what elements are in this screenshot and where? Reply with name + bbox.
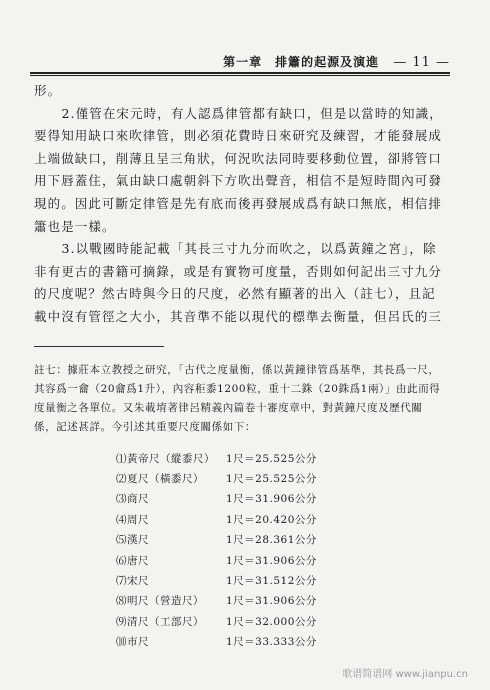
ruler-value: 1尺＝31.906公分 [226,493,317,506]
ruler-name: ⑻明尺（營造尺） [116,595,204,608]
header-rule-thin [30,75,450,76]
page-number: — 11 — [393,55,450,70]
ruler-value: 1尺＝25.525公分 [226,452,317,465]
ruler-value: 1尺＝31.906公分 [226,595,317,608]
ruler-name: ⑶商尺 [116,493,149,506]
table-row [116,448,386,468]
ruler-name: ⑸漢尺 [116,534,149,547]
running-header [30,48,450,70]
ruler-value: 1尺＝20.420公分 [226,513,317,526]
footnote-text: 註七：據莊本立教授之研究，「古代之度量衡，係以黃鐘律管爲基準，其長爲一尺，其容爲一龠（20龠爲1升），內容秬黍1200粒，重十二銖（20銖爲1兩）」由此而得度量衡之各單位。又朱載堉著律呂精義內篇卷十審度章中，對黃鐘尺度及歷代關係，記述甚詳。今引述其重要尺度關係如下： [34,364,441,433]
ruler-value: 1尺＝32.000公分 [226,615,317,628]
ruler-name: ⑵夏尺（橫黍尺） [116,473,204,486]
ruler-name: ⑹唐尺 [116,554,149,567]
table-row [116,611,386,631]
ruler-table [116,448,386,652]
table-row [116,591,386,611]
body-text [34,80,446,329]
table-row [116,468,386,488]
ruler-name: ⑽市尺 [116,636,149,649]
ruler-value: 1尺＝25.525公分 [226,473,317,486]
ruler-name: ⑴黃帝尺（縱黍尺） [116,452,215,465]
ruler-value: 1尺＝31.906公分 [226,554,317,567]
table-row [116,570,386,590]
watermark: 歌谱简谱网 www.jianpu.cn [342,669,468,680]
footnote [34,361,444,437]
ruler-value: 1尺＝33.333公分 [226,636,317,649]
header-rule [30,72,450,74]
paragraph-2: 2.僅管在宋元時，有人認爲律管都有缺口，但是以當時的知識，要得知用缺口來吹律管，則必須花費時日來研究及練習，才能發展成上端做缺口，削薄且呈三角狀，何況吹法同時要移動位置，卻將管口用下唇蓋住，氣由缺口處朝斜下方吹出聲音，相信不是短時間內可發現的。因此可斷定律管是先有底而後再發展成爲有缺口無底，相信排簫也是一樣。 [34,105,443,234]
ruler-value: 1尺＝28.361公分 [226,534,317,547]
table-row [116,550,386,570]
ruler-name: ⑺宋尺 [116,575,149,588]
paragraph-continuation: 形。 [34,83,62,98]
ruler-name: ⑼清尺（工部尺） [116,615,204,628]
paragraph-3: 3.以戰國時能記載「其長三寸九分而吹之，以爲黃鐘之宮」，除非有更古的書籍可摘錄，或是有實物可度量，否則如何記出三寸九分的尺度呢？然古時與今日的尺度，必然有顯著的出入（註七），且記載中沒有管徑之大小，其音準不能以現代的標準去衡量，但呂氏的三 [34,241,443,324]
footnote-divider [34,346,164,347]
table-row [116,632,386,652]
table-row [116,509,386,529]
table-row [116,489,386,509]
ruler-value: 1尺＝31.512公分 [226,575,317,588]
table-row [116,530,386,550]
chapter-title: 第一章 排簫的起源及演進 [223,55,380,69]
ruler-name: ⑷周尺 [116,513,149,526]
